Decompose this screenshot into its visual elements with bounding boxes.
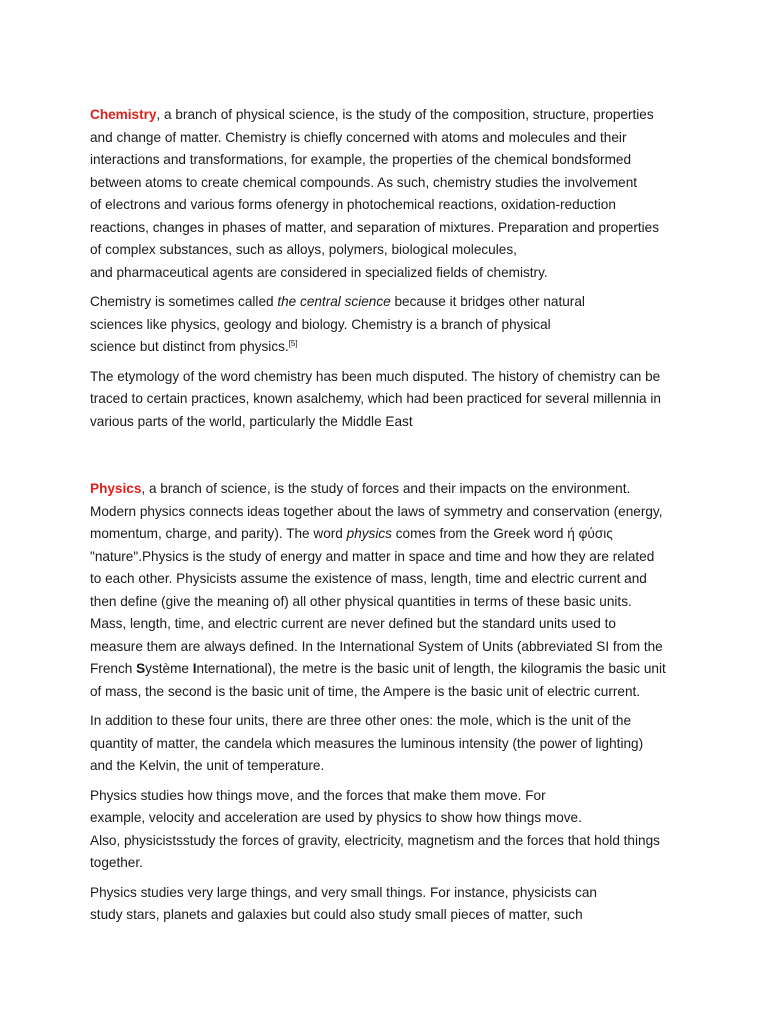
text-line: quantity of matter, the candela which measures the luminous intensity (the power of lighting) (90, 735, 644, 751)
text-fragment: comes from the Greek word ή φύσις (391, 526, 613, 541)
text-line: together. (90, 855, 143, 870)
text-line: measure them are always defined. In the International System of Units (abbreviated SI from the (90, 638, 663, 654)
bold-letter: S (136, 661, 146, 676)
text-line (90, 104, 690, 127)
text-line: sciences like physics, geology and biology. Chemistry is a branch of physical (90, 316, 551, 332)
chemistry-paragraph-3 (90, 366, 690, 434)
text-fragment: French (90, 661, 137, 676)
physics-term: Physics (90, 481, 142, 496)
reference-marker[interactable]: [5] (288, 339, 298, 348)
text-line: interactions and transformations, for example, the properties of the chemical bondsformed (90, 152, 632, 167)
text-line: Physics studies how things move, and the forces that make them move. For (90, 787, 546, 803)
emphasis-text: the central science (277, 294, 391, 309)
emphasis-text: physics (346, 526, 392, 541)
chemistry-paragraph-1 (90, 104, 690, 284)
text-fragment: Chemistry is sometimes called (90, 294, 278, 309)
text-line: example, velocity and acceleration are used by physics to show how things move. (90, 810, 582, 825)
text-line: Modern physics connects ideas together about the laws of symmetry and conservation (energy, (90, 503, 663, 519)
text-line: Physics studies very large things, and very small things. For instance, physicists can (90, 884, 597, 900)
text-line: The etymology of the word chemistry has been much disputed. The history of chemistry can be (90, 368, 661, 384)
text-line: and change of matter. Chemistry is chiefly concerned with atoms and molecules and their (90, 129, 627, 145)
text-line: and pharmaceutical agents are considered in specialized fields of chemistry. (90, 264, 548, 280)
text-fragment: , a branch of science, is the study of forces and their impacts on the environment. (141, 481, 631, 496)
text-line (90, 523, 690, 546)
text-line: of electrons and various forms ofenergy in photochemical reactions, oxidation-reduction (90, 197, 616, 212)
physics-paragraph-4 (90, 882, 690, 927)
text-line (90, 291, 690, 314)
text-line: Mass, length, time, and electric current are never defined but the standard units used to (90, 616, 616, 631)
text-fragment: momentum, charge, and parity). The word (90, 526, 347, 541)
text-line: "nature".Physics is the study of energy and matter in space and time and how they are related (90, 548, 655, 564)
text-line: of complex substances, such as alloys, polymers, biological molecules, (90, 242, 517, 257)
text-line: then define (give the meaning of) all other physical quantities in terms of these basic units. (90, 593, 632, 609)
chemistry-term: Chemistry (90, 107, 157, 122)
text-fragment: ystème (145, 661, 193, 676)
chemistry-paragraph-2 (90, 291, 690, 359)
text-line: reactions, changes in phases of matter, and separation of mixtures. Preparation and properties (90, 219, 659, 235)
text-line (90, 336, 690, 359)
text-line: various parts of the world, particularly the Middle East (90, 413, 413, 429)
bold-letter: I (192, 661, 197, 676)
text-line: and the Kelvin, the unit of temperature. (90, 758, 325, 773)
text-line (90, 478, 690, 501)
text-fragment: science but distinct from physics. (90, 339, 289, 354)
text-line: traced to certain practices, known asalchemy, which had been practiced for several millennia in (90, 391, 661, 406)
text-line: of mass, the second is the basic unit of time, the Ampere is the basic unit of electric current. (90, 683, 641, 699)
text-line: between atoms to create chemical compounds. As such, chemistry studies the involvement (90, 174, 638, 190)
physics-paragraph-1 (90, 478, 690, 703)
section-spacer (90, 440, 690, 478)
text-line: to each other. Physicists assume the existence of mass, length, time and electric current and (90, 571, 647, 586)
text-line: In addition to these four units, there are three other ones: the mole, which is the unit of the (90, 713, 632, 728)
text-line: study stars, planets and galaxies but could also study small pieces of matter, such (90, 907, 583, 922)
text-fragment: nternational), the metre is the basic unit of length, the kilogramis the basic unit (196, 661, 666, 676)
document-page (90, 104, 690, 934)
physics-paragraph-2 (90, 710, 690, 778)
text-fragment: , a branch of physical science, is the study of the composition, structure, properties (156, 107, 654, 122)
text-line: Also, physicistsstudy the forces of gravity, electricity, magnetism and the forces that hold things (90, 832, 660, 848)
text-fragment: because it bridges other natural (390, 294, 585, 309)
physics-paragraph-3 (90, 785, 690, 875)
text-line (90, 658, 690, 681)
